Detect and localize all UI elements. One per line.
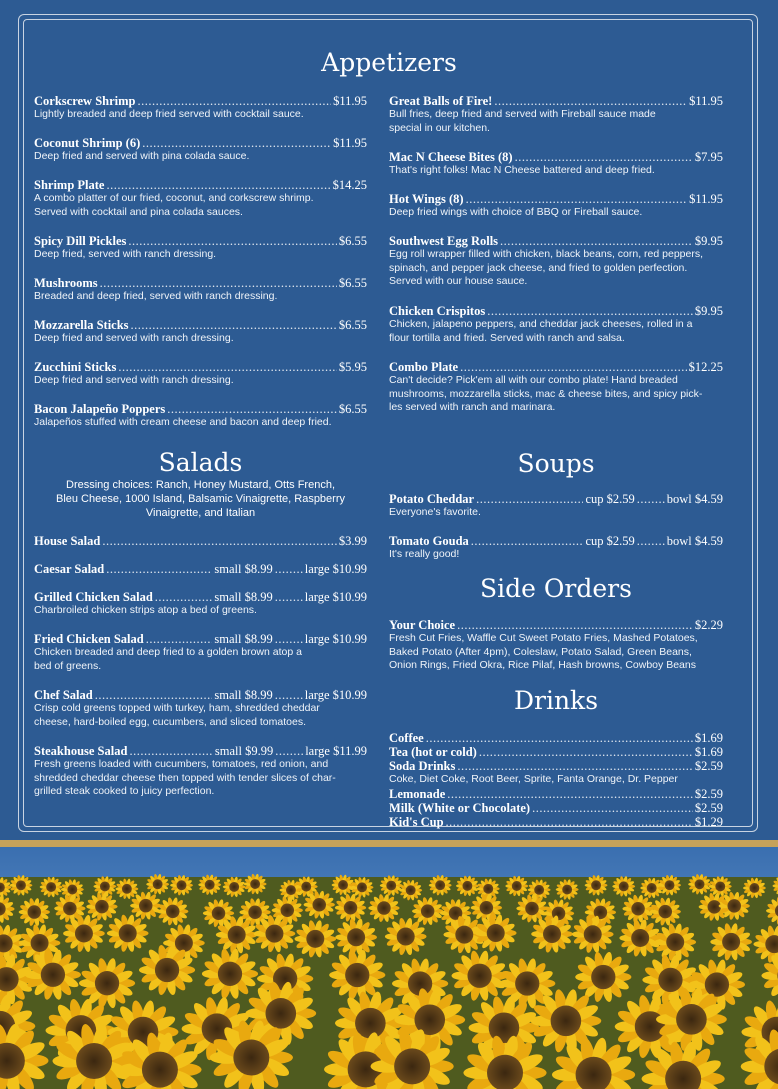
item-name: Steakhouse Salad [34,744,128,758]
menu-item [389,192,723,220]
item-name: Tea (hot or cold) [389,745,477,759]
item-description: Egg roll wrapper filled with chicken, black beans, corn, red peppers, [389,248,703,260]
menu-item [389,731,723,745]
menu-item [34,94,367,122]
item-price: $11.95 [689,94,723,108]
item-description: mushrooms, mozzarella sticks, mac & cheese bites, and spicy pick- [389,387,703,400]
item-name: Chicken Crispitos [389,304,486,318]
menu-item [389,801,723,815]
item-name: Caesar Salad [34,562,105,576]
item-description: Deep fried and served with ranch dressing. [34,374,234,386]
menu-item [34,178,367,219]
item-price: $7.95 [694,150,723,164]
item-price: $9.95 [694,234,723,248]
item-price: $3.99 [338,534,367,548]
menu-item [34,360,367,388]
item-description: Bull fries, deep fried and served with Fireball sauce made [389,108,656,120]
price-small: small $8.99 [214,590,273,604]
item-description: A combo platter of our fried, coconut, and corkscrew shrimp. [34,192,314,204]
appetizers-title: Appetizers [321,48,457,77]
note-line: Bleu Cheese, 1000 Island, Balsamic Vinaigrette, Raspberry [55,493,345,505]
item-price: $6.55 [338,402,367,416]
item-price: $12.25 [688,360,723,374]
item-description: Baked Potato (After 4pm), Coleslaw, Potato Salad, Green Beans, [389,645,692,658]
item-description: Fresh greens loaded with cucumbers, tomatoes, red onion, and [34,758,329,770]
item-name: Hot Wings (8) [389,192,464,206]
item-name: Mozzarella Sticks [34,318,129,332]
item-name: Your Choice [389,618,456,632]
menu-item [389,94,723,135]
item-name: Southwest Egg Rolls [389,234,499,248]
item-name: Combo Plate [389,360,459,374]
item-name: House Salad [34,534,101,548]
item-description: Deep fried wings with choice of BBQ or Fireball sauce. [389,206,643,218]
item-price: $2.59 [694,759,723,773]
item-description: Served with cocktail and pina colada sauces. [34,205,243,218]
salads-title: Salads [158,448,243,477]
item-price: $1.69 [694,731,723,745]
item-name: Coffee [389,731,424,745]
price-bowl: bowl $4.59 [666,492,723,506]
menu-item [34,234,367,262]
sunflower-field-image [0,847,778,1089]
menu-item [34,318,367,346]
appetizers-right-column [389,94,723,434]
item-price: $14.25 [332,178,367,192]
item-description: That's right folks! Mac N Cheese battered and deep fried. [389,164,655,176]
item-name: Kid's Cup [389,815,444,829]
item-name: Fried Chicken Salad [34,632,144,646]
price-large: large $10.99 [304,632,367,646]
item-name: Great Balls of Fire! [389,94,493,108]
item-description: Can't decide? Pick'em all with our combo plate! Hand breaded [389,374,678,386]
item-name: Lemonade [389,787,446,801]
item-price: $6.55 [338,318,367,332]
menu-item [34,744,367,799]
menu-item [389,787,723,801]
item-description: Lightly breaded and deep fried served with cocktail sauce. [34,108,304,120]
price-bowl: bowl $4.59 [666,534,723,548]
menu-item [34,632,367,673]
gold-divider [0,840,778,847]
item-description: shredded cheddar cheese then topped with tender slices of char- [34,771,336,784]
item-price: $2.59 [694,787,723,801]
item-description: Everyone's favorite. [389,506,481,518]
item-description: Jalapeños stuffed with cream cheese and bacon and deep fried. [34,416,332,428]
item-name: Milk (White or Chocolate) [389,801,531,815]
item-description: Deep fried and served with ranch dressing. [34,332,234,344]
menu-item [389,745,723,759]
menu-item [34,276,367,304]
item-price: $11.95 [333,94,367,108]
price-cup: cup $2.59 [585,534,635,548]
item-name: Mac N Cheese Bites (8) [389,150,513,164]
menu-item [389,759,723,787]
item-price: $1.69 [694,745,723,759]
item-description: Crisp cold greens topped with turkey, ham, shredded cheddar [34,702,320,714]
salads-list [34,534,367,804]
item-description: Served with our house sauce. [389,275,528,287]
menu-item [34,590,367,618]
note-line: Dressing choices: Ranch, Honey Mustard, Otts French, [66,479,335,491]
menu-item [34,562,367,576]
item-name: Mushrooms [34,276,98,290]
menu-item [34,136,367,164]
menu-item [389,234,723,289]
price-large: large $10.99 [304,590,367,604]
price-large: large $10.99 [304,562,367,576]
price-small: small $8.99 [214,632,273,646]
item-name: Soda Drinks [389,759,456,773]
sunflower-field-illustration [0,847,778,1089]
item-name: Bacon Jalapeño Poppers [34,402,166,416]
item-price: $2.29 [694,618,723,632]
item-description: grilled steak cooked to juicy perfection. [34,785,215,797]
price-large: large $10.99 [304,688,367,702]
price-small: small $8.99 [214,562,273,576]
item-name: Corkscrew Shrimp [34,94,136,108]
dressing-choices-note [34,478,367,520]
drinks-title: Drinks [513,686,599,715]
menu-item [389,150,723,178]
item-name: Zucchini Sticks [34,360,117,374]
menu-item [389,304,723,345]
item-description: Breaded and deep fried, served with ranch dressing. [34,290,278,302]
drinks-list [389,731,723,831]
soups-list [389,492,723,562]
item-price: $2.59 [694,801,723,815]
item-description: Chicken breaded and deep fried to a golden brown atop a [34,646,302,658]
item-description: spinach, and pepper jack cheese, and fried to golden perfection. [389,261,688,274]
item-description: Charbroiled chicken strips atop a bed of greens. [34,604,257,616]
price-small: small $9.99 [214,744,274,758]
price-large: large $11.99 [305,744,367,758]
menu-item [389,618,723,673]
item-description: Fresh Cut Fries, Waffle Cut Sweet Potato Fries, Mashed Potatoes, [389,632,698,644]
item-price: $6.55 [338,276,367,290]
item-price: $11.95 [333,136,367,150]
menu-item [34,688,367,729]
item-name: Tomato Gouda [389,534,469,548]
item-name: Spicy Dill Pickles [34,234,127,248]
item-description: It's really good! [389,548,460,560]
item-description: flour tortilla and fried. Served with ranch and salsa. [389,331,625,344]
price-cup: cup $2.59 [585,492,635,506]
price-small: small $8.99 [214,688,273,702]
item-name: Potato Cheddar [389,492,475,506]
item-name: Shrimp Plate [34,178,105,192]
item-description: Coke, Diet Coke, Root Beer, Sprite, Fanta Orange, Dr. Pepper [389,773,678,785]
item-price: $5.95 [338,360,367,374]
item-name: Grilled Chicken Salad [34,590,153,604]
menu-item [389,492,723,520]
item-price: $1.29 [694,815,723,829]
item-price: $6.55 [338,234,367,248]
item-price: $11.95 [689,192,723,206]
appetizers-left-column [34,94,367,434]
item-name: Coconut Shrimp (6) [34,136,141,150]
item-description: Deep fried, served with ranch dressing. [34,248,217,260]
note-line: Vinaigrette, and Italian [145,507,256,519]
menu-item [389,534,723,562]
item-description: special in our kitchen. [389,121,490,134]
menu-item [389,360,723,415]
soups-title: Soups [517,449,595,478]
menu-item [34,402,367,430]
side-orders-list [389,618,723,678]
item-name: Chef Salad [34,688,93,702]
item-description: Deep fried and served with pina colada sauce. [34,150,250,162]
item-price: $9.95 [694,304,723,318]
side-orders-title: Side Orders [480,574,632,603]
menu-item [389,815,723,829]
item-description: cheese, hard-boiled egg, cucumbers, and sliced tomatoes. [34,715,306,728]
menu-item [34,534,367,548]
item-description: les served with ranch and marinara. [389,401,556,413]
item-description: Chicken, jalapeno peppers, and cheddar jack cheeses, rolled in a [389,318,693,330]
item-description: bed of greens. [34,659,102,672]
item-description: Onion Rings, Fried Okra, Rice Pilaf, Hash browns, Cowboy Beans [389,659,696,671]
